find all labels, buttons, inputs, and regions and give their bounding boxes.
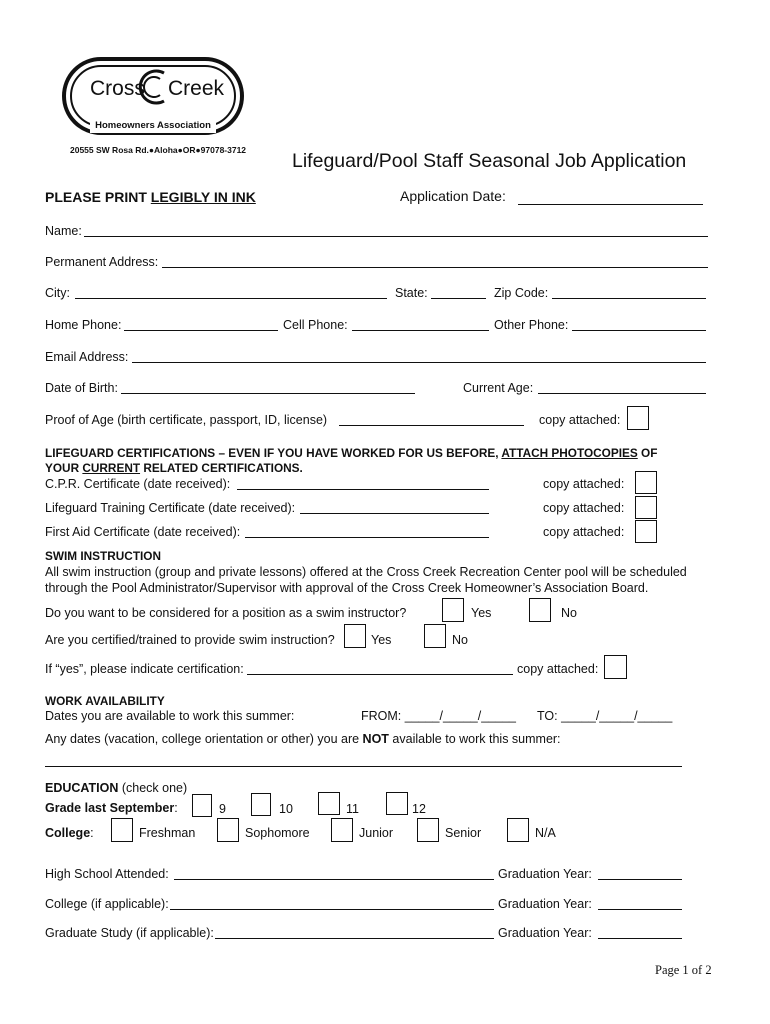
- high-school-field[interactable]: [174, 879, 494, 880]
- association-logo: [62, 57, 244, 135]
- graduate-study-label: Graduate Study (if applicable):: [45, 926, 214, 940]
- swim-q1-yes-label: Yes: [471, 606, 492, 620]
- grade-label-text: Grade last September: [45, 801, 175, 815]
- not-available-not: NOT: [362, 732, 389, 746]
- proof-of-age-label: Proof of Age (birth certificate, passport, ID, license): [45, 413, 328, 427]
- grade-10-checkbox[interactable]: [251, 793, 271, 816]
- college-label-text: College: [45, 826, 91, 840]
- swim-q2-label: Are you certified/trained to provide swim instruction?: [45, 633, 335, 647]
- grade-9-checkbox[interactable]: [192, 794, 212, 817]
- first-aid-copy-attached-checkbox[interactable]: [635, 520, 657, 543]
- college-junior-checkbox[interactable]: [331, 818, 353, 842]
- education-heading-label: EDUCATION: [45, 781, 119, 795]
- state-label: State:: [395, 286, 428, 300]
- current-age-field[interactable]: [538, 393, 706, 394]
- current-age-label: Current Age:: [463, 381, 534, 395]
- work-to-field[interactable]: TO: _____/_____/_____: [537, 709, 673, 723]
- college-applicable-label: College (if applicable):: [45, 897, 169, 911]
- city-label: City:: [45, 286, 70, 300]
- cell-phone-label: Cell Phone:: [283, 318, 348, 332]
- proof-copy-attached-label: copy attached:: [539, 413, 621, 427]
- dob-field[interactable]: [121, 393, 415, 394]
- work-from-field[interactable]: FROM: _____/_____/_____: [361, 709, 516, 723]
- first-aid-label: First Aid Certificate (date received):: [45, 525, 241, 539]
- work-heading: WORK AVAILABILITY: [45, 694, 165, 708]
- swim-q1-label: Do you want to be considered for a position as a swim instructor?: [45, 606, 407, 620]
- email-label: Email Address:: [45, 350, 129, 364]
- logo-c-icon: [138, 67, 168, 107]
- first-aid-date-field[interactable]: [245, 537, 489, 538]
- name-label: Name:: [45, 224, 82, 238]
- home-phone-field[interactable]: [124, 330, 278, 331]
- swim-q1-no-label: No: [561, 606, 577, 620]
- graduate-graduation-field[interactable]: [598, 938, 682, 939]
- application-date-label: Application Date:: [400, 188, 506, 204]
- swim-certification-field[interactable]: [247, 674, 513, 675]
- grade-11-checkbox[interactable]: [318, 792, 340, 815]
- college-applicable-field[interactable]: [170, 909, 494, 910]
- certifications-heading-line2: [45, 461, 303, 475]
- logo-word-creek: Creek: [168, 77, 225, 100]
- proof-of-age-field[interactable]: [339, 425, 524, 426]
- swim-copy-attached-label: copy attached:: [517, 662, 599, 676]
- swim-q2-no-checkbox[interactable]: [424, 624, 446, 648]
- college-sophomore-checkbox[interactable]: [217, 818, 239, 842]
- dob-label: Date of Birth:: [45, 381, 118, 395]
- swim-certification-label: If “yes”, please indicate certification:: [45, 662, 244, 676]
- college-senior-checkbox[interactable]: [417, 818, 439, 842]
- graduate-graduation-label: Graduation Year:: [498, 926, 592, 940]
- cell-phone-field[interactable]: [352, 330, 489, 331]
- grade-9-label: 9: [219, 802, 226, 816]
- cert-heading-current: CURRENT: [82, 461, 141, 475]
- grade-12-checkbox[interactable]: [386, 792, 408, 815]
- college-freshman-checkbox[interactable]: [111, 818, 133, 842]
- college-graduation-field[interactable]: [598, 909, 682, 910]
- cpr-date-field[interactable]: [237, 489, 489, 490]
- cert-heading-your: YOUR: [45, 461, 83, 475]
- zip-field[interactable]: [552, 298, 706, 299]
- grade-11-label: 11: [346, 802, 359, 816]
- high-school-graduation-label: Graduation Year:: [498, 867, 592, 881]
- print-note-emphasis: LEGIBLY IN INK: [150, 189, 256, 205]
- swim-q1-yes-checkbox[interactable]: [442, 598, 464, 622]
- home-phone-label: Home Phone:: [45, 318, 122, 332]
- swim-q1-no-checkbox[interactable]: [529, 598, 551, 622]
- training-date-field[interactable]: [300, 513, 489, 514]
- cert-heading-related: RELATED CERTIFICATIONS.: [140, 461, 303, 475]
- swim-copy-attached-checkbox[interactable]: [604, 655, 627, 679]
- college-label-colon: :: [90, 826, 94, 840]
- education-heading: [45, 781, 187, 795]
- college-junior-label: Junior: [359, 826, 394, 840]
- cpr-copy-attached-label: copy attached:: [543, 477, 625, 491]
- permanent-address-field[interactable]: [162, 267, 708, 268]
- swim-q2-no-label: No: [452, 633, 468, 647]
- swim-text-line1: All swim instruction (group and private lessons) offered at the Cross Creek Recreation Center pool will be scheduled: [45, 565, 687, 579]
- high-school-graduation-field[interactable]: [598, 879, 682, 880]
- work-not-available-field[interactable]: [45, 766, 682, 767]
- swim-q2-yes-checkbox[interactable]: [344, 624, 366, 648]
- work-not-available-label: [45, 732, 561, 746]
- cert-heading-part1: LIFEGUARD CERTIFICATIONS – EVEN IF YOU HAVE WORKED FOR US BEFORE,: [45, 446, 502, 460]
- logo-word-cross: Cross: [90, 77, 145, 100]
- college-graduation-label: Graduation Year:: [498, 897, 592, 911]
- permanent-address-label: Permanent Address:: [45, 255, 159, 269]
- college-sophomore-label: Sophomore: [245, 826, 310, 840]
- swim-q2-yes-label: Yes: [371, 633, 392, 647]
- work-dates-label: Dates you are available to work this summer:: [45, 709, 295, 723]
- certifications-heading: [45, 446, 657, 460]
- cpr-label: C.P.R. Certificate (date received):: [45, 477, 231, 491]
- other-phone-field[interactable]: [572, 330, 706, 331]
- cert-heading-of: OF: [637, 446, 658, 460]
- grade-label: [45, 801, 178, 815]
- page-number: Page 1 of 2: [655, 963, 712, 977]
- college-freshman-label: Freshman: [139, 826, 196, 840]
- name-field[interactable]: [84, 236, 708, 237]
- college-na-label: N/A: [535, 826, 556, 840]
- association-address: 20555 SW Rosa Rd.●Aloha●OR●97078-3712: [70, 145, 247, 155]
- college-senior-label: Senior: [445, 826, 482, 840]
- logo-subtitle: Homeowners Association: [90, 119, 216, 133]
- state-field[interactable]: [431, 298, 486, 299]
- college-na-checkbox[interactable]: [507, 818, 529, 842]
- training-copy-attached-label: copy attached:: [543, 501, 625, 515]
- training-copy-attached-checkbox[interactable]: [635, 496, 657, 519]
- not-available-text-c: available to work this summer:: [388, 732, 561, 746]
- college-label: [45, 826, 94, 840]
- zip-label: Zip Code:: [494, 286, 549, 300]
- page-title: Lifeguard/Pool Staff Seasonal Job Application: [292, 150, 687, 172]
- email-field[interactable]: [132, 362, 706, 363]
- grade-10-label: 10: [279, 802, 293, 816]
- cpr-copy-attached-checkbox[interactable]: [635, 471, 657, 494]
- not-available-text-a: Any dates (vacation, college orientation or other) you are: [45, 732, 363, 746]
- training-label: Lifeguard Training Certificate (date received):: [45, 501, 296, 515]
- proof-copy-attached-checkbox[interactable]: [627, 406, 649, 430]
- cert-heading-attach: ATTACH PHOTOCOPIES: [501, 446, 638, 460]
- high-school-label: High School Attended:: [45, 867, 169, 881]
- education-check-one: (check one): [118, 781, 188, 795]
- other-phone-label: Other Phone:: [494, 318, 569, 332]
- print-note-prefix: PLEASE PRINT: [45, 189, 151, 205]
- print-note: [45, 189, 256, 205]
- grade-label-colon: :: [174, 801, 178, 815]
- swim-heading: SWIM INSTRUCTION: [45, 549, 161, 563]
- city-field[interactable]: [75, 298, 387, 299]
- graduate-study-field[interactable]: [215, 938, 494, 939]
- grade-12-label: 12: [412, 802, 426, 816]
- swim-text-line2: through the Pool Administrator/Supervisor with approval of the Cross Creek Homeowner’s Association Board.: [45, 581, 649, 595]
- first-aid-copy-attached-label: copy attached:: [543, 525, 625, 539]
- application-date-field[interactable]: [518, 204, 703, 205]
